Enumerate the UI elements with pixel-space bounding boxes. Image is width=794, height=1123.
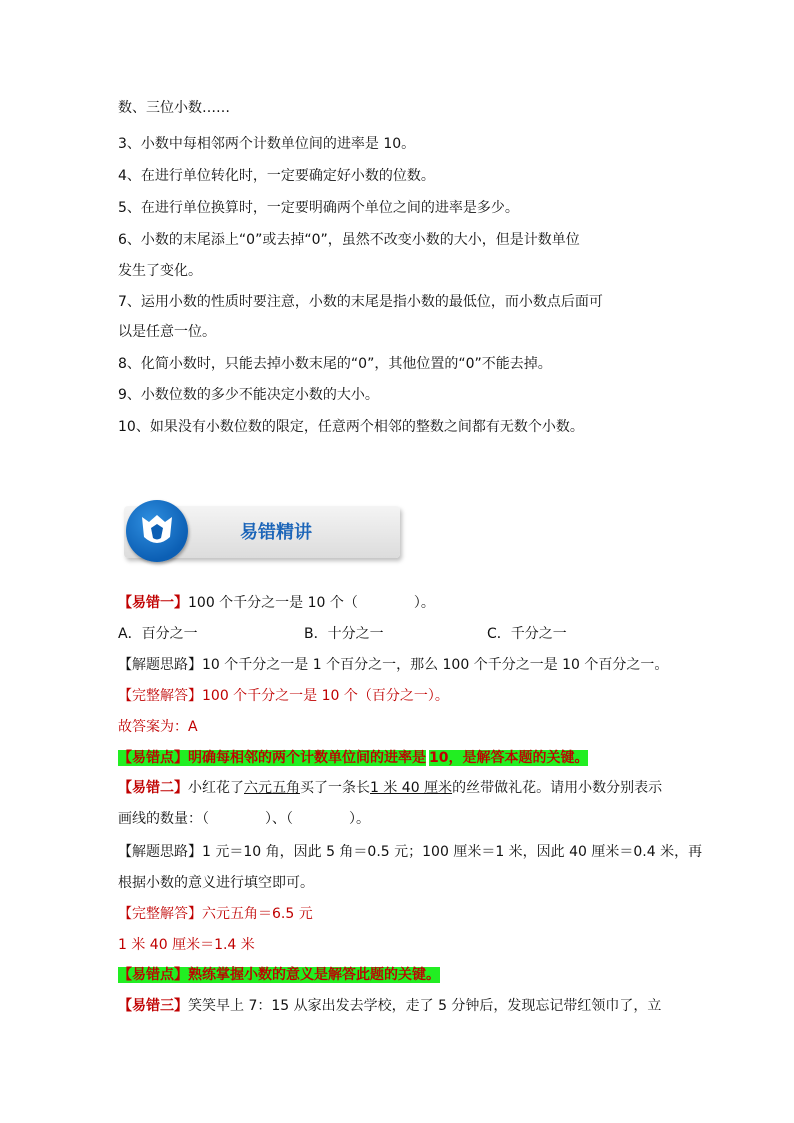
mistake-3-text: 笑笑早上 7：15 从家出发去学校，走了 5 分钟后，发现忘记带红领巾了，立: [188, 998, 662, 1014]
mistake-2-underline-1: 六元五角: [244, 780, 300, 796]
mistake-2-keypoint: [118, 965, 440, 985]
shield-icon: [139, 512, 175, 550]
mistake-2-solution: [118, 904, 313, 924]
point-line: 6、小数的末尾添上“0”或去掉“0”，虽然不改变小数的大小，但是计数单位: [118, 232, 580, 248]
mistake-2-solution-line2: 1 米 40 厘米＝1.4 米: [118, 937, 255, 953]
option-c: C．千分之一: [487, 626, 567, 642]
mistake-1-solution: [118, 686, 449, 706]
mistake-1-tag: 【易错一】: [118, 595, 188, 611]
point-line: 10、如果没有小数位数的限定，任意两个相邻的整数之间都有无数个小数。: [118, 419, 584, 435]
mistake-1-keypoint: [118, 748, 588, 768]
mistake-2-tag: 【易错二】: [118, 780, 188, 796]
mistake-3-tag: 【易错三】: [118, 998, 188, 1014]
mistake-2-underline-2: 1 米 40 厘米: [370, 780, 453, 796]
option-a: A．百分之一: [118, 626, 198, 642]
mistake-1-solution-text: 100 个千分之一是 10 个（百分之一）。: [202, 688, 449, 704]
mistake-1-keypoint-b: 10，是解答本题的关键。: [429, 750, 589, 766]
mistake-2-solution-text: 六元五角＝6.5 元: [202, 906, 313, 922]
mistake-2-thinking: 【解题思路】1 元＝10 角，因此 5 角＝0.5 元；100 厘米＝1 米，因此 40 厘米＝0.4 米，再: [118, 844, 703, 860]
mistake-1-text: 100 个千分之一是 10 个（ ）。: [188, 595, 435, 611]
mistake-1-thinking: 【解题思路】10 个千分之一是 1 个百分之一，那么 100 个千分之一是 10 个百分之一。: [118, 657, 669, 673]
mistake-3-question: [118, 996, 661, 1016]
point-line: 7、运用小数的性质时要注意，小数的末尾是指小数的最低位，而小数点后面可: [118, 294, 603, 310]
mistake-1-keypoint-a: 【易错点】明确每相邻的两个计数单位间的进率是: [118, 750, 426, 766]
mistake-1-answer: 故答案为：A: [118, 719, 198, 735]
point-line: 数、三位小数……: [118, 100, 230, 116]
point-line: 3、小数中每相邻两个计数单位间的进率是 10。: [118, 136, 416, 152]
mistake-2-question-line2: 画线的数量：（ ）、（ ）。: [118, 811, 370, 827]
point-line: 5、在进行单位换算时，一定要明确两个单位之间的进率是多少。: [118, 200, 519, 216]
point-line: 4、在进行单位转化时，一定要确定好小数的位数。: [118, 168, 435, 184]
mistake-2-thinking-line2: 根据小数的意义进行填空即可。: [118, 875, 314, 891]
point-line: 9、小数位数的多少不能决定小数的大小。: [118, 387, 379, 403]
mistake-2-text-3: 的丝带做礼花。请用小数分别表示: [452, 780, 663, 796]
section-badge: [126, 500, 188, 562]
point-line: 8、化简小数时，只能去掉小数末尾的“0”，其他位置的“0”不能去掉。: [118, 356, 552, 372]
section-title: 易错精讲: [240, 522, 312, 542]
mistake-1-solution-tag: 【完整解答】: [118, 688, 202, 704]
mistake-2-text-1: 小红花了: [188, 780, 244, 796]
option-b: B．十分之一: [304, 626, 384, 642]
mistake-2-text-2: 买了一条长: [300, 780, 370, 796]
mistake-2-keypoint-text: 【易错点】熟练掌握小数的意义是解答此题的关键。: [118, 967, 440, 983]
mistake-2-solution-tag: 【完整解答】: [118, 906, 202, 922]
point-line: 以是任意一位。: [118, 324, 216, 340]
mistake-1-question: [118, 593, 435, 613]
mistake-2-question: [118, 778, 662, 798]
point-line: 发生了变化。: [118, 263, 202, 279]
